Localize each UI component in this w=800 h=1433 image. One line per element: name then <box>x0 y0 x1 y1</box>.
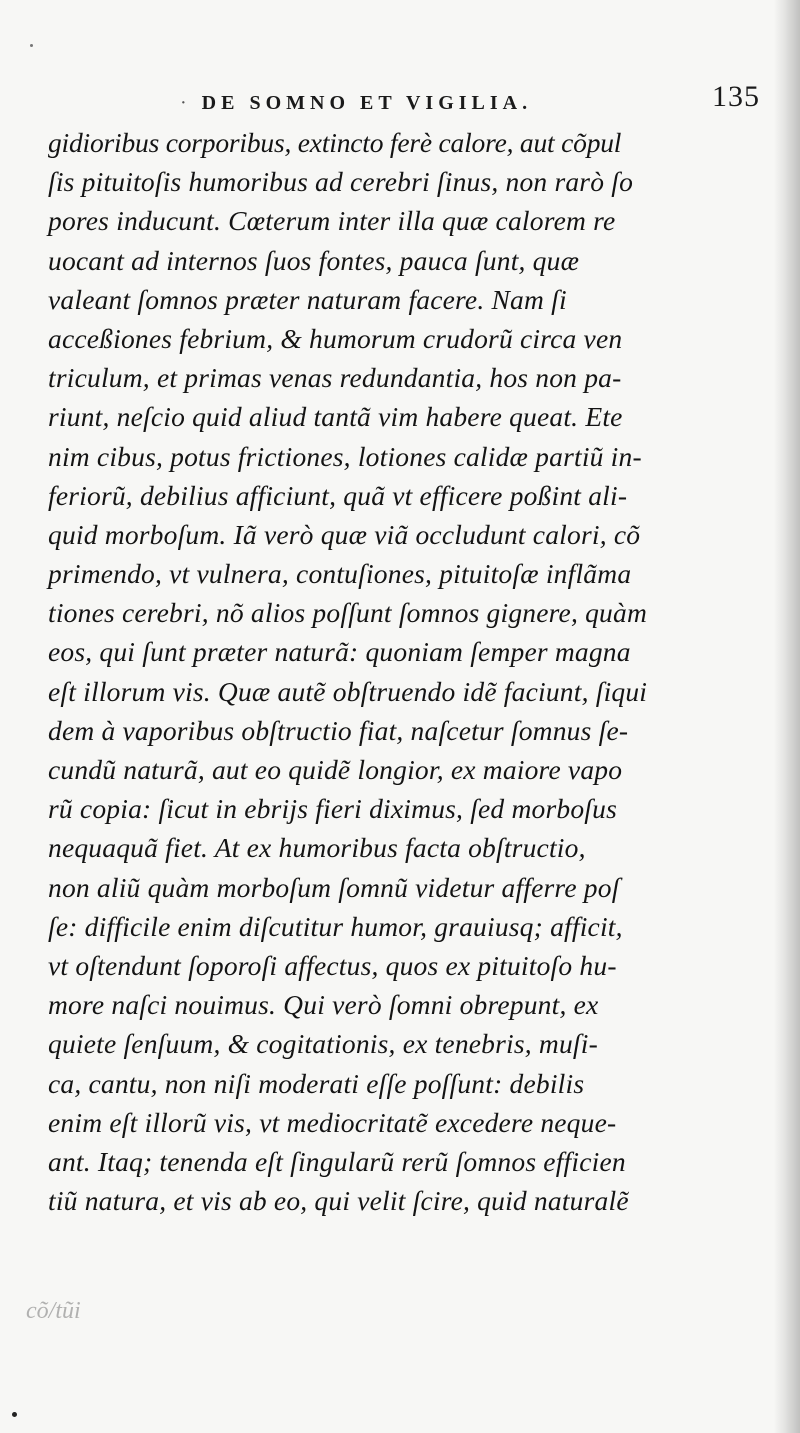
text-line: uocant ad internos ſuos fontes, pauca ſunt, quæ <box>48 244 580 276</box>
text-line: dem à vaporibus obſtructio fiat, naſcetur ſomnus ſe- <box>48 714 629 746</box>
text-line: vt oſtendunt ſoporoſi affectus, quos ex pituitoſo hu- <box>48 949 617 981</box>
text-line: non aliũ quàm morboſum ſomnũ videtur afferre poſ <box>48 871 620 903</box>
header-ornament: · <box>180 92 192 114</box>
text-line: valeant ſomnos præter naturam facere. Nam ſi <box>48 283 567 315</box>
text-line: nim cibus, potus frictiones, lotiones calidæ partiũ in- <box>48 440 642 472</box>
text-line: ſe: difficile enim diſcutitur humor, grauiusq; afficit, <box>48 910 623 942</box>
text-line: eſt illorum vis. Quæ autẽ obſtruendo idẽ faciunt, ſiqui <box>48 675 648 707</box>
text-line: more naſci nouimus. Qui verò ſomni obrepunt, ex <box>48 989 599 1021</box>
page-number: 135 <box>712 80 760 113</box>
running-header <box>180 92 532 115</box>
text-line: quiete ſenſuum, & cogitationis, ex tenebris, muſi- <box>48 1028 598 1060</box>
text-line: ca, cantu, non niſi moderati eſſe poſſunt: debilis <box>48 1067 585 1099</box>
text-line: eos, qui ſunt præter naturã: quoniam ſemper magna <box>48 636 631 668</box>
text-line: quid morboſum. Iã verò quæ viã occludunt calori, cõ <box>48 518 641 550</box>
text-line: ant. Itaq; tenenda eſt ſingularũ rerũ ſomnos efficien <box>48 1145 626 1177</box>
running-title: DE SOMNO ET VIGILIA. <box>201 92 533 114</box>
ink-speck <box>30 44 33 47</box>
text-line: rũ copia: ſicut in ebrijs fieri diximus, ſed morboſus <box>48 793 617 825</box>
body-text <box>48 123 778 1220</box>
text-line: ſis pituitoſis humoribus ad cerebri ſinus, non rarò ſo <box>48 166 634 198</box>
handwritten-margin-note: cõ/tũi <box>26 1298 81 1324</box>
ink-speck <box>12 1412 17 1417</box>
text-line: nequaquã fiet. At ex humoribus facta obſtructio, <box>48 832 586 864</box>
text-line: tiũ natura, et vis ab eo, qui velit ſcire, quid naturalẽ <box>48 1185 629 1217</box>
text-line: primendo, vt vulnera, contuſiones, pituitoſæ inflãma <box>48 558 632 590</box>
text-line: enim eſt illorũ vis, vt mediocritatẽ excedere neque- <box>48 1106 617 1138</box>
text-line: riunt, neſcio quid aliud tantã vim habere queat. Ete <box>48 401 623 433</box>
text-line: pores inducunt. Cœterum inter illa quæ calorem re <box>48 205 616 237</box>
text-line: triculum, et primas venas redundantia, hos non pa- <box>48 362 622 394</box>
text-line: gidioribus corporibus, extincto ferè calore, aut cõpul <box>48 127 622 158</box>
text-line: feriorũ, debilius afficiunt, quã vt efficere poßint ali- <box>48 479 628 511</box>
text-line: cundũ naturã, aut eo quidẽ longior, ex maiore vapo <box>48 754 623 785</box>
text-line: tiones cerebri, nõ alios poſſunt ſomnos gignere, quàm <box>48 597 648 629</box>
text-line: acceßiones febrium, & humorum crudorũ circa ven <box>48 322 623 354</box>
